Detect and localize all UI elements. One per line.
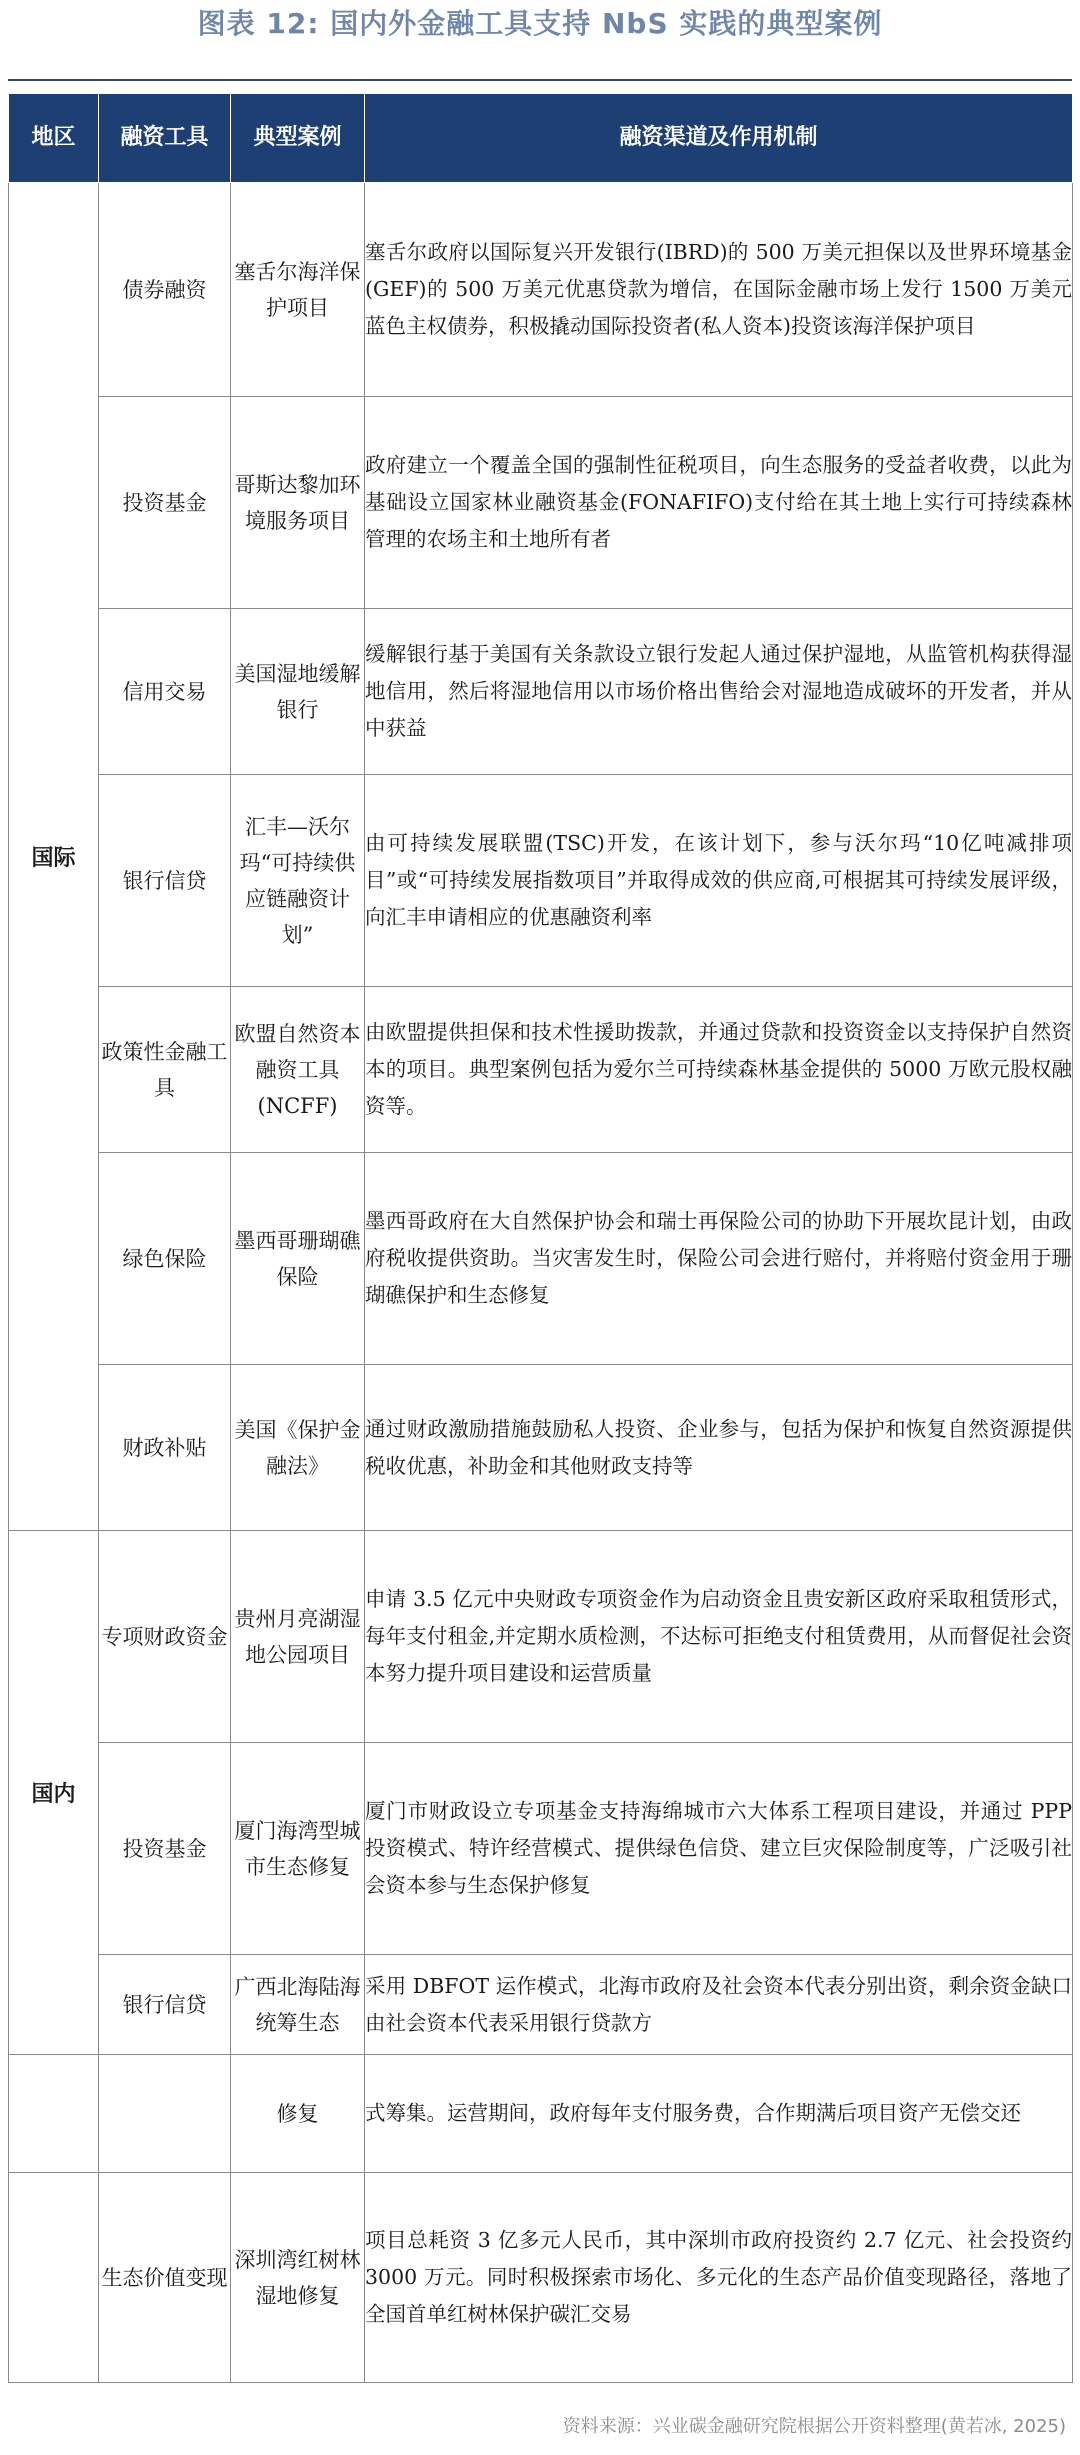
mechanism-cell: 采用 DBFOT 运作模式，北海市政府及社会资本代表分别出资，剩余资金缺口由社会资本代表采用银行贷款方 (365, 1955, 1073, 2055)
case-cell: 哥斯达黎加环境服务项目 (231, 397, 365, 609)
table-row (9, 1153, 1073, 1365)
table-header-row (9, 94, 1073, 183)
tool-cell: 投资基金 (99, 397, 231, 609)
region-cell-empty (9, 2173, 99, 2383)
table-row (9, 609, 1073, 775)
case-cell: 欧盟自然资本融资工具(NCFF) (231, 987, 365, 1153)
case-cell: 贵州月亮湖湿地公园项目 (231, 1531, 365, 1743)
table-row (9, 2173, 1073, 2383)
top-divider (8, 79, 1072, 81)
tool-cell: 银行信贷 (99, 1955, 231, 2055)
table-row (9, 987, 1073, 1153)
table-row (9, 397, 1073, 609)
page-title: 图表 12: 国内外金融工具支持 NbS 实践的典型案例 (197, 7, 883, 40)
header-tool: 融资工具 (99, 94, 231, 183)
mechanism-cell: 由欧盟提供担保和技术性援助拨款，并通过贷款和投资资金以支持保护自然资本的项目。典型案例包括为爱尔兰可持续森林基金提供的 5000 万欧元股权融资等。 (365, 987, 1073, 1153)
header-mechanism: 融资渠道及作用机制 (365, 94, 1073, 183)
table-row (9, 183, 1073, 397)
table-row (9, 2055, 1073, 2173)
tool-cell: 信用交易 (99, 609, 231, 775)
tool-cell (99, 2055, 231, 2173)
mechanism-cell: 塞舌尔政府以国际复兴开发银行(IBRD)的 500 万美元担保以及世界环境基金(GEF)的 500 万美元优惠贷款为增信，在国际金融市场上发行 1500 万美元蓝色主权债券，积极撬动国际投资者(私人资本)投资该海洋保护项目 (365, 183, 1073, 397)
region-domestic: 国内 (9, 1531, 99, 2055)
source-note: 资料来源：兴业碳金融研究院根据公开资料整理(黄若冰, 2025) (562, 2416, 1066, 2437)
region-international: 国际 (9, 183, 99, 1531)
header-case: 典型案例 (231, 94, 365, 183)
tool-cell: 投资基金 (99, 1743, 231, 1955)
case-cell: 修复 (231, 2055, 365, 2173)
table-row (9, 1743, 1073, 1955)
header-region: 地区 (9, 94, 99, 183)
mechanism-cell: 通过财政激励措施鼓励私人投资、企业参与，包括为保护和恢复自然资源提供税收优惠，补助金和其他财政支持等 (365, 1365, 1073, 1531)
table-row (9, 1365, 1073, 1531)
tool-cell: 专项财政资金 (99, 1531, 231, 1743)
mechanism-cell: 式筹集。运营期间，政府每年支付服务费，合作期满后项目资产无偿交还 (365, 2055, 1073, 2173)
tool-cell: 银行信贷 (99, 775, 231, 987)
tool-cell: 财政补贴 (99, 1365, 231, 1531)
case-table (8, 93, 1073, 2383)
mechanism-cell: 缓解银行基于美国有关条款设立银行发起人通过保护湿地，从监管机构获得湿地信用，然后将湿地信用以市场价格出售给会对湿地造成破坏的开发者，并从中获益 (365, 609, 1073, 775)
region-cell-empty (9, 2055, 99, 2173)
case-cell: 厦门海湾型城市生态修复 (231, 1743, 365, 1955)
case-cell: 美国《保护金融法》 (231, 1365, 365, 1531)
mechanism-cell: 申请 3.5 亿元中央财政专项资金作为启动资金且贵安新区政府采取租赁形式，每年支付租金,并定期水质检测，不达标可拒绝支付租赁费用，从而督促社会资本努力提升项目建设和运营质量 (365, 1531, 1073, 1743)
mechanism-cell: 政府建立一个覆盖全国的强制性征税项目，向生态服务的受益者收费，以此为基础设立国家林业融资基金(FONAFIFO)支付给在其土地上实行可持续森林管理的农场主和土地所有者 (365, 397, 1073, 609)
case-cell: 美国湿地缓解银行 (231, 609, 365, 775)
tool-cell: 政策性金融工具 (99, 987, 231, 1153)
mechanism-cell: 由可持续发展联盟(TSC)开发，在该计划下，参与沃尔玛“10亿吨减排项目”或“可持续发展指数项目”并取得成效的供应商,可根据其可持续发展评级，向汇丰申请相应的优惠融资利率 (365, 775, 1073, 987)
case-cell: 深圳湾红树林湿地修复 (231, 2173, 365, 2383)
table-row (9, 775, 1073, 987)
case-cell: 墨西哥珊瑚礁保险 (231, 1153, 365, 1365)
mechanism-cell: 厦门市财政设立专项基金支持海绵城市六大体系工程项目建设，并通过 PPP 投资模式、特许经营模式、提供绿色信贷、建立巨灾保险制度等，广泛吸引社会资本参与生态保护修复 (365, 1743, 1073, 1955)
tool-cell: 绿色保险 (99, 1153, 231, 1365)
mechanism-cell: 项目总耗资 3 亿多元人民币，其中深圳市政府投资约 2.7 亿元、社会投资约 3000 万元。同时积极探索市场化、多元化的生态产品价值变现路径，落地了全国首单红树林保护碳汇交易 (365, 2173, 1073, 2383)
mechanism-cell: 墨西哥政府在大自然保护协会和瑞士再保险公司的协助下开展坎昆计划，由政府税收提供资助。当灾害发生时，保险公司会进行赔付，并将赔付资金用于珊瑚礁保护和生态修复 (365, 1153, 1073, 1365)
case-cell: 汇丰—沃尔玛“可持续供应链融资计划” (231, 775, 365, 987)
table-row (9, 1531, 1073, 1743)
table-row (9, 1955, 1073, 2055)
tool-cell: 债券融资 (99, 183, 231, 397)
case-cell: 塞舌尔海洋保护项目 (231, 183, 365, 397)
tool-cell: 生态价值变现 (99, 2173, 231, 2383)
case-cell: 广西北海陆海统筹生态 (231, 1955, 365, 2055)
